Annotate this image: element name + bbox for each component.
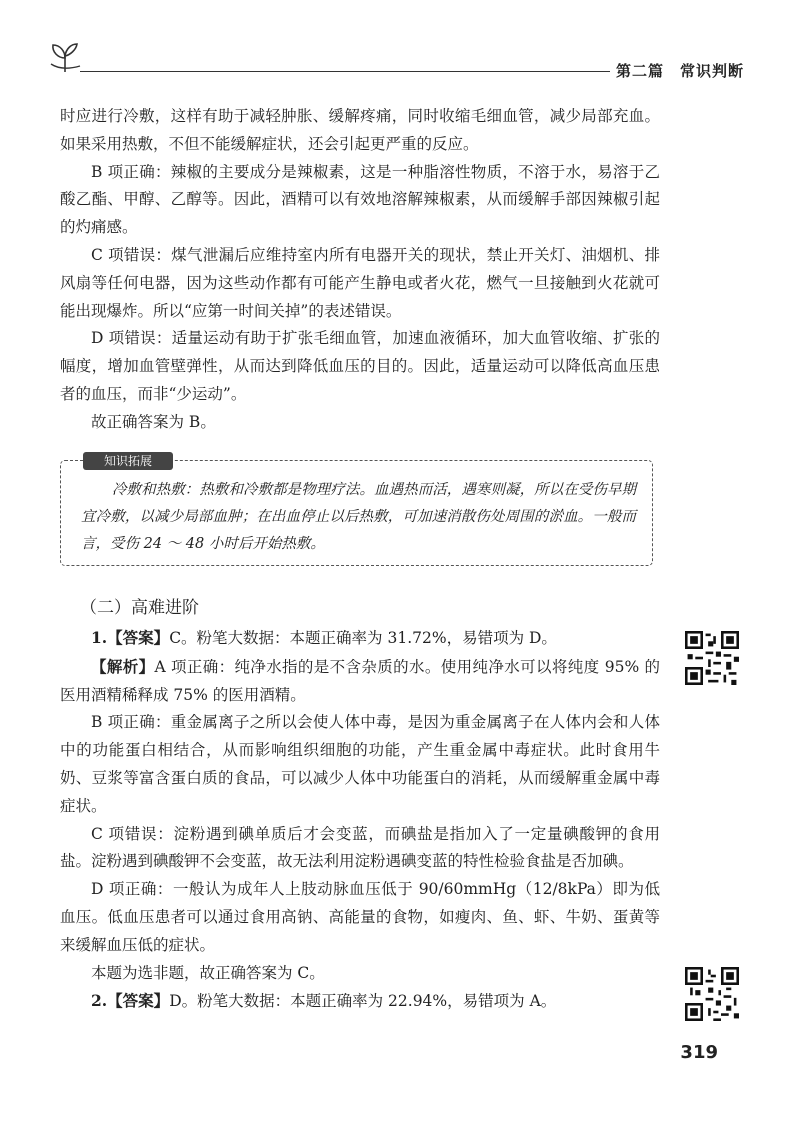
sprout-logo-icon [48, 42, 82, 74]
chapter-title: 第二篇 常识判断 [616, 62, 745, 80]
q2-answer-label: 2.【答案】 [91, 991, 170, 1011]
section-title: （二）高难进阶 [80, 598, 199, 618]
paragraph: 故正确答案为 B。 [91, 412, 216, 431]
q2-answer [60, 987, 660, 1016]
qr-code-icon[interactable] [685, 967, 739, 1021]
q1-analysis-text: A 项正确：纯净水指的是不含杂质的水。使用纯净水可以将纯度 95% 的医用酒精稀释成 75% 的医用酒精。 [60, 657, 660, 704]
q1-analysis-label: 【解析】 [91, 656, 155, 676]
knowledge-badge: 知识拓展 [83, 452, 173, 470]
paragraph: B 项正确：重金属离子之所以会使人体中毒，是因为重金属离子在人体内会和人体中的功能蛋白相结合，从而影响组织细胞的功能，产生重金属中毒症状。此时食用牛奶、豆浆等富含蛋白质的食品，可以减少人体中功能蛋白的消耗，从而缓解重金属中毒症状。 [60, 713, 660, 815]
explanation-section [60, 624, 660, 1016]
qr-code-icon[interactable] [685, 631, 739, 685]
paragraph: C 项错误：煤气泄漏后应维持室内所有电器开关的现状，禁止开关灯、油烟机、排风扇等任何电器，因为这些动作都有可能产生静电或者火花，燃气一旦接触到火花就可能出现爆炸。所以“应第一时间关掉”的表述错误。 [60, 245, 660, 320]
knowledge-text: 冷敷和热敷：热敷和冷敷都是物理疗法。血遇热而活，遇寒则凝，所以在受伤早期宜冷敷，以减少局部血肿；在出血停止以后热敷，可加速消散伤处周围的淤血。一般而言，受伤 24 ～ 48 小时后开始热敷。 [81, 482, 636, 552]
paragraph: C 项错误：淀粉遇到碘单质后才会变蓝，而碘盐是指加入了一定量碘酸钾的食用盐。淀粉遇到碘酸钾不会变蓝，故无法利用淀粉遇碘变蓝的特性检验食盐是否加碘。 [60, 824, 660, 871]
header-rule [80, 71, 610, 72]
q1-analysis [60, 653, 660, 710]
q1-answer-label: 1.【答案】 [91, 628, 170, 647]
paragraph: B 项正确：辣椒的主要成分是辣椒素，这是一种脂溶性物质，不溶于水，易溶于乙酸乙酯、甲醇、乙醇等。因此，酒精可以有效地溶解辣椒素，从而缓解手部因辣椒引起的灼痛感。 [60, 162, 660, 237]
q1-answer [60, 624, 660, 653]
knowledge-box [60, 454, 653, 566]
paragraph: D 项正确：一般认为成年人上肢动脉血压低于 90/60mmHg（12/8kPa）即为低血压。低血压患者可以通过食用高钠、高能量的食物，如瘦肉、鱼、虾、牛奶、蛋黄等来缓解血压低的症状。 [60, 880, 660, 954]
paragraph: 时应进行冷敷，这样有助于减轻肿胀、缓解疼痛，同时收缩毛细血管，减少局部充血。如果采用热敷，不但不能缓解症状，还会引起更严重的反应。 [60, 107, 660, 153]
page-number: 319 [680, 1042, 718, 1063]
q1-answer-text: C。粉笔大数据：本题正确率为 31.72%，易错项为 D。 [169, 629, 557, 647]
paragraph: D 项错误：适量运动有助于扩张毛细血管，加速血液循环，加大血管收缩、扩张的幅度，增加血管壁弹性，从而达到降低血压的目的。因此，适量运动可以降低高血压患者的血压，而非“少运动”。 [60, 329, 660, 403]
paragraph: 本题为选非题，故正确答案为 C。 [91, 963, 325, 982]
q2-answer-text: D。粉笔大数据：本题正确率为 22.94%，易错项为 A。 [169, 992, 557, 1011]
explanation-top [60, 103, 660, 437]
